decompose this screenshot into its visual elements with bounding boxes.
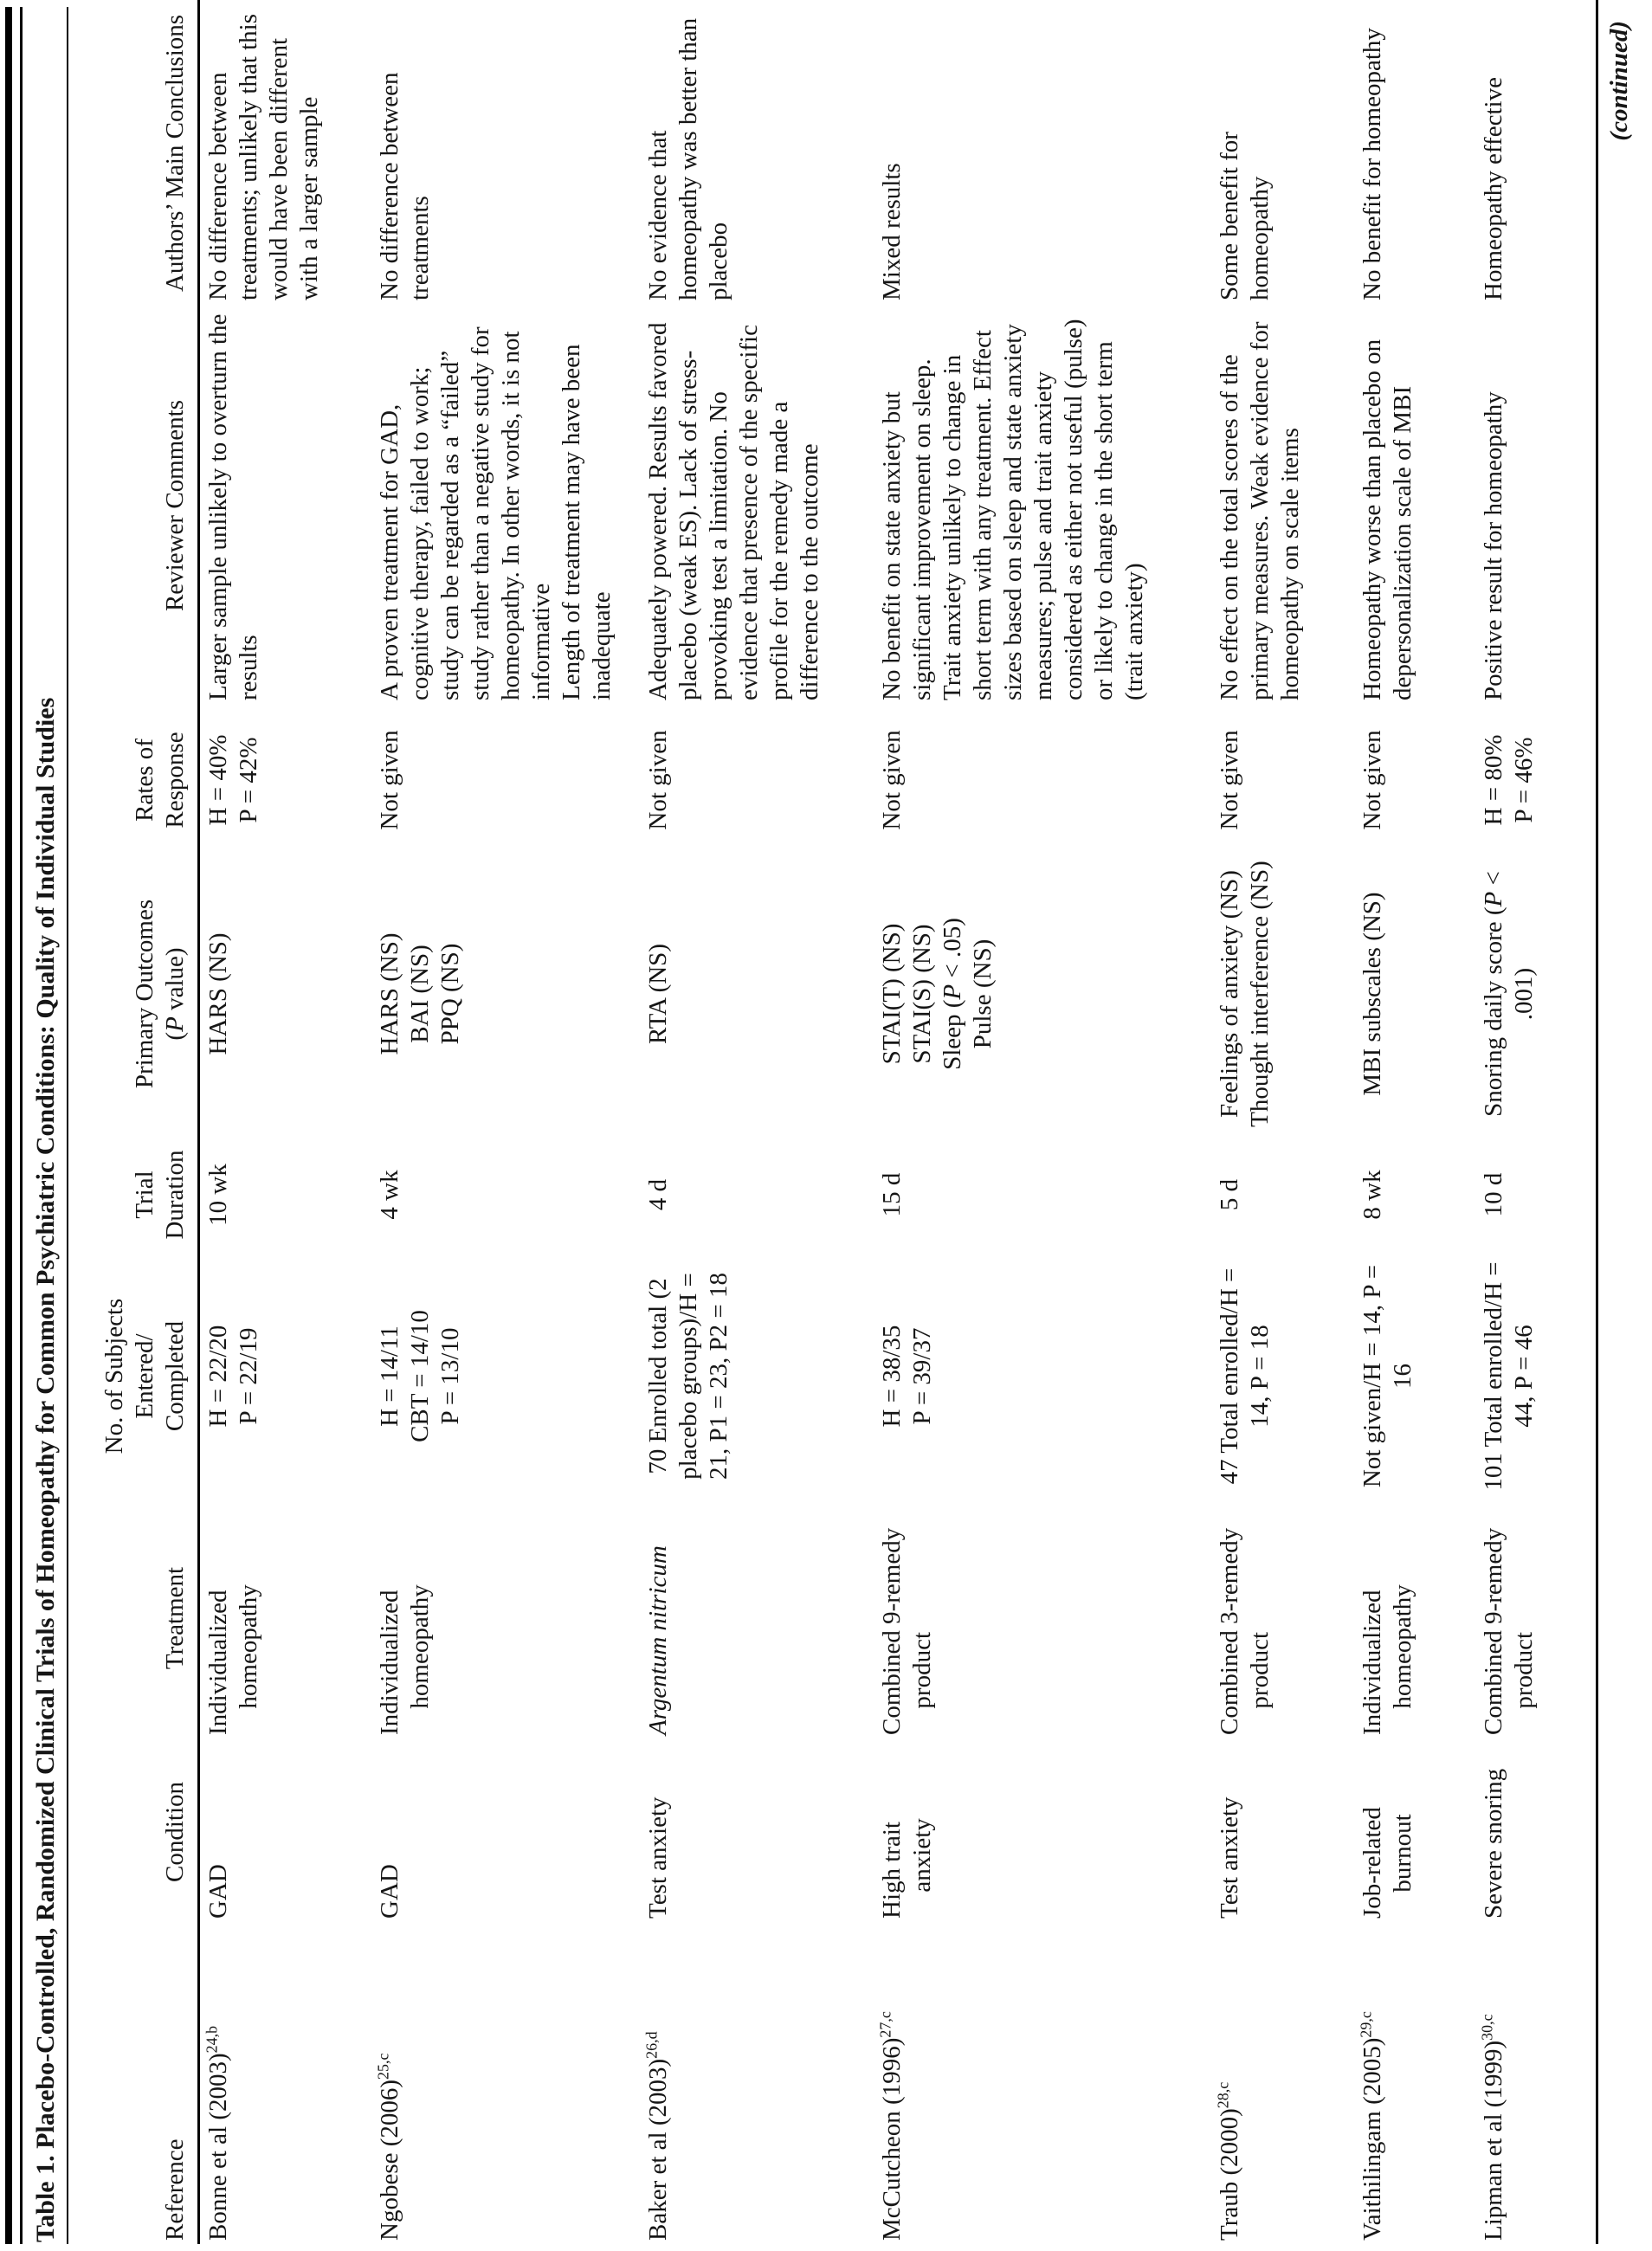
cell-conclusions: Homeopathy effective	[1480, 77, 1507, 300]
table-body	[198, 0, 1597, 2244]
cell-rates: Not given	[878, 730, 906, 830]
cell-comments: No effect on the total scores of the primary measures. Weak evidence for homeopathy on scale items	[1216, 321, 1304, 700]
table-row	[371, 0, 640, 2244]
cell-outcomes: Snoring daily score (P < .001)	[1480, 871, 1538, 1117]
cell-reference: Traub $(2000)^{28,c}$	[1214, 2081, 1243, 2241]
cell-comments: A proven treatment for GAD, cognitive therapy, failed to work; study can be regarded as a “failed” study rather than a negative study for homeopathy. In other words, it is not informative Length of treatment may have been inadequate	[376, 326, 616, 700]
cell-subjects: H = 38/35 P = 39/37	[878, 1325, 936, 1428]
cell-treatment: Argentum nitricum	[644, 1545, 672, 1735]
cell-outcomes: HARS (NS) BAI (NS) PPQ (NS)	[376, 932, 464, 1055]
cell-duration: 10 wk	[203, 1164, 232, 1226]
table-row	[640, 0, 874, 2244]
cell-treatment: Individualized homeopathy	[203, 1584, 262, 1735]
cell-condition: GAD	[203, 1864, 232, 1919]
cell-reference: Lipman et al $(1999)^{30,c}$	[1478, 2014, 1507, 2241]
table-row	[1354, 0, 1475, 2244]
cell-conclusions: No evidence that homeopathy was better than placebo	[644, 17, 732, 300]
column-header-treatment: Treatment	[160, 1566, 189, 1670]
cell-reference: Vaithilingam $(2005)^{29,c}$	[1357, 2011, 1386, 2241]
cell-subjects: 70 Enrolled total (2 placebo groups)/H = 21, P1 = 23, P2 = 18	[644, 1273, 732, 1480]
cell-duration: 10 d	[1480, 1172, 1507, 1217]
column-header-duration: Trial Duration	[130, 1150, 189, 1240]
cell-comments: No benefit on state anxiety but significant improvement on sleep. Trait anxiety unlikely to change in short term with any treatment. Effect sizes based on sleep and state anxiety measures; pulse and trait anxiety considered as either not useful (pulse) or likely to change in the short term (trait anxiety)	[878, 319, 1148, 700]
clinical-trials-table	[68, 0, 1598, 2244]
cell-duration: 4 d	[644, 1178, 672, 1211]
cell-comments: Homeopathy worse than placebo on depersonalization scale of MBI	[1358, 339, 1416, 700]
cell-subjects: Not given/H = 14, P = 16	[1358, 1264, 1416, 1488]
cell-outcomes: Feelings of anxiety (NS) Thought interference (NS)	[1216, 861, 1274, 1127]
cell-condition: High trait anxiety	[878, 1818, 936, 1919]
cell-rates: Not given	[1358, 730, 1386, 830]
cell-reference: Bonne et al $(2003)^{24,b}$	[202, 2025, 232, 2241]
table-row	[1475, 0, 1597, 2244]
cell-reference: Baker et al $(2003)^{26,d}$	[642, 2031, 672, 2241]
cell-outcomes: STAI(T) (NS) STAI(S) (NS) Sleep (P < .05) Pulse (NS)	[878, 918, 997, 1070]
cell-condition: Severe snoring	[1480, 1768, 1507, 1919]
column-header-rates: Rates of Response	[130, 732, 189, 829]
cell-condition: Test anxiety	[1216, 1796, 1243, 1919]
cell-comments: Larger sample unlikely to overturn the results	[203, 313, 262, 700]
cell-reference: McCutcheon $(1996)^{27,c}$	[876, 2011, 906, 2241]
cell-subjects: H = 14/11 CBT = 14/10 P = 13/10	[376, 1310, 464, 1442]
cell-duration: 4 wk	[376, 1170, 403, 1220]
cell-conclusions: Some benefit for homeopathy	[1216, 132, 1274, 300]
table-title: Table 1. Placebo-Controlled, Randomized Clinical Trials of Homeopathy for Common Psychiatric Conditions: Quality of Individual Studies	[23, 7, 68, 2244]
header-row	[68, 0, 198, 2244]
table-row	[198, 0, 371, 2244]
cell-treatment: Combined 9-remedy product	[1480, 1527, 1538, 1735]
cell-rates: Not given	[644, 730, 672, 830]
cell-treatment: Individualized homeopathy	[376, 1584, 434, 1735]
cell-outcomes: MBI subscales (NS)	[1358, 892, 1386, 1096]
cell-conclusions: No difference between treatments; unlikely that this would have been different with a larger sample	[203, 13, 323, 300]
cell-subjects: H = 22/20 P = 22/19	[203, 1325, 262, 1428]
cell-rates: H = 40% P = 42%	[203, 734, 262, 826]
cell-treatment: Combined 9-remedy product	[878, 1527, 936, 1735]
continued-label: (continued)	[1604, 21, 1633, 141]
column-header-conclusions: Authors’ Main Conclusions	[160, 14, 189, 293]
cell-conclusions: No difference between treatments	[376, 72, 434, 300]
table-row	[874, 0, 1211, 2244]
table-row	[1211, 0, 1354, 2244]
column-header-comments: Reviewer Comments	[160, 399, 189, 612]
cell-comments: Adequately powered. Results favored placebo (weak ES). Lack of stress-provoking test a limitation. No evidence that presence of the specific profile for the remedy made a difference to the outcome	[644, 322, 823, 700]
cell-conclusions: No benefit for homeopathy	[1358, 28, 1386, 300]
column-header-reference: Reference	[160, 2138, 189, 2241]
cell-duration: 5 d	[1216, 1178, 1243, 1211]
cell-duration: 15 d	[878, 1172, 906, 1217]
cell-condition: Job-related burnout	[1358, 1807, 1416, 1919]
cell-subjects: 47 Total enrolled/H = 14, P = 18	[1216, 1267, 1274, 1485]
cell-comments: Positive result for homeopathy	[1480, 391, 1507, 700]
cell-condition: GAD	[376, 1864, 403, 1919]
cell-conclusions: Mixed results	[878, 163, 906, 300]
cell-duration: 8 wk	[1358, 1170, 1386, 1220]
cell-outcomes: RTA (NS)	[644, 944, 672, 1044]
column-header-outcomes: Primary Outcomes (P value)	[130, 899, 189, 1089]
cell-rates: Not given	[376, 730, 403, 830]
column-header-subjects: No. of Subjects Entered/ Completed	[100, 1298, 189, 1454]
cell-condition: Test anxiety	[644, 1796, 672, 1919]
cell-treatment: Combined 3-remedy product	[1216, 1527, 1274, 1735]
cell-treatment: Individualized homeopathy	[1358, 1584, 1416, 1735]
cell-rates: Not given	[1216, 730, 1243, 830]
table-header	[68, 0, 198, 2244]
cell-outcomes: HARS (NS)	[203, 932, 232, 1055]
cell-subjects: 101 Total enrolled/H = 44, P = 46	[1480, 1261, 1538, 1491]
cell-reference: Ngobese $(2006)^{25,c}$	[374, 2053, 403, 2241]
cell-rates: H = 80% P = 46%	[1480, 734, 1538, 826]
table-top-rule-heavy	[5, 7, 12, 2244]
column-header-condition: Condition	[160, 1782, 189, 1883]
